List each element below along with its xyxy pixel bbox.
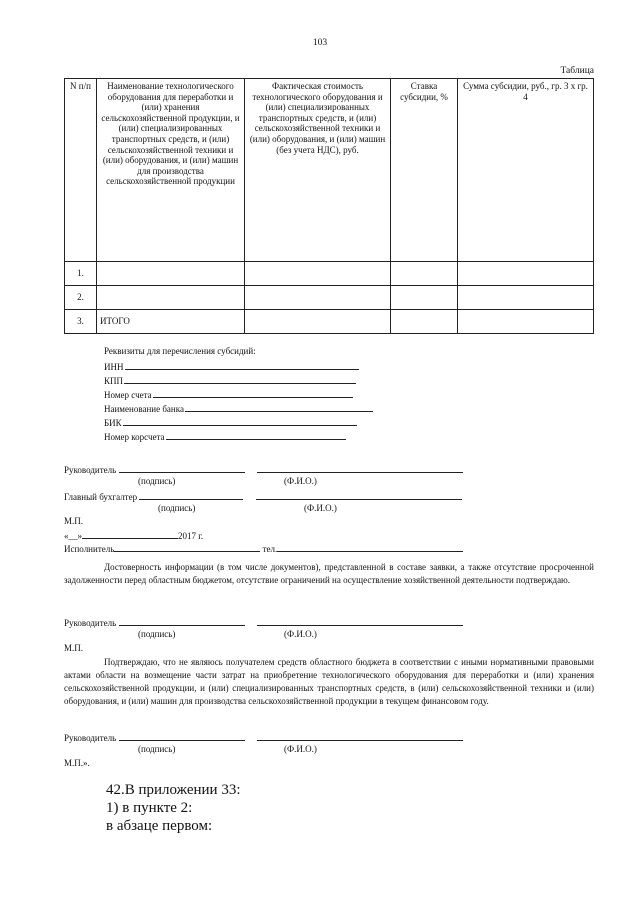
phone-line	[277, 542, 463, 552]
header-subsidy-rate: Ставка субсидии, %	[391, 79, 458, 262]
head-fio-line	[257, 616, 463, 626]
row-sum	[458, 286, 594, 310]
row-num: 1.	[65, 262, 97, 286]
table-row-total	[65, 310, 594, 334]
head-sign-line	[119, 616, 245, 626]
field-corr-account	[104, 430, 346, 442]
field-bank	[104, 402, 373, 414]
requisites-title: Реквизиты для перечисления субсидий:	[104, 346, 256, 356]
field-corr-account-label: Номер корсчета	[104, 432, 165, 442]
head-sign-line	[119, 731, 245, 741]
row-name: ИТОГО	[97, 310, 245, 334]
row-num: 2.	[65, 286, 97, 310]
sign-caption: (подпись)	[138, 744, 176, 754]
header-equipment-name: Наименование технологического оборудования для переработки и (или) хранения сельскохозяйственной продукции, и (или) специализированных транспортных средств, и (или) сельскохозяйственной техники и (или) оборудования, и (или) машин для производства сельскохозяйственной продукции	[97, 79, 245, 262]
field-bank-label: Наименование банка	[104, 404, 184, 414]
field-bik-line	[123, 416, 357, 426]
subsidy-table	[64, 78, 594, 334]
table-header-row	[65, 79, 594, 262]
field-corr-account-line	[166, 430, 346, 440]
field-kpp-label: КПП	[104, 376, 124, 386]
stamp: М.П.	[64, 516, 84, 526]
row-cost	[245, 262, 391, 286]
final-stamp: М.П.».	[64, 758, 90, 768]
row-cost	[245, 286, 391, 310]
date-row	[64, 529, 203, 541]
table-row	[65, 262, 594, 286]
sign-caption: (подпись)	[138, 629, 176, 639]
accountant-signature-row	[64, 490, 462, 502]
field-inn-label: ИНН	[104, 362, 124, 372]
row-cost	[245, 310, 391, 334]
amendment-line-1: 42.В приложении 33:	[106, 782, 241, 798]
header-actual-cost: Фактическая стоимость технологического оборудования и (или) специализированных транспортных средств, и (или) сельскохозяйственной техники и (или) оборудования, и (или) машин (без учета НДС), руб.	[245, 79, 391, 262]
head-fio-line	[257, 463, 463, 473]
header-num: N п/п	[65, 79, 97, 262]
executor-row	[64, 542, 463, 554]
page-number: 103	[312, 38, 328, 48]
table-row	[65, 286, 594, 310]
executor-line	[114, 542, 260, 552]
row-rate	[391, 262, 458, 286]
head-signature-row	[64, 463, 463, 475]
header-subsidy-sum: Сумма субсидии, руб., гр. 3 х гр. 4	[458, 79, 594, 262]
sign-caption: (подпись)	[158, 503, 196, 513]
non-recipient-paragraph: Подтверждаю, что не являюсь получателем средств областного бюджета в соответствии с иными нормативными правовыми актами области на возмещение части затрат на приобретение технологического оборудования для переработки и (или) хранения сельскохозяйственной продукции, и (или) специализированных транспортных средств, в (или) сельскохозяйственной техники и (или) оборудования, и (или) машин для производства сельскохозяйственной продукции в текущем финансовом году.	[64, 657, 594, 707]
field-inn-line	[125, 360, 359, 370]
field-account-line	[153, 388, 353, 398]
date-prefix: «__»	[64, 531, 82, 541]
field-bik-label: БИК	[104, 418, 122, 428]
row-name	[97, 286, 245, 310]
head-label: Руководитель	[64, 618, 117, 628]
accountant-label: Главный бухгалтер	[64, 492, 138, 502]
date-line	[82, 529, 178, 539]
field-account	[104, 388, 353, 400]
fio-caption: (Ф.И.О.)	[284, 476, 317, 486]
field-inn	[104, 360, 359, 372]
fio-caption: (Ф.И.О.)	[284, 629, 317, 639]
fio-caption: (Ф.И.О.)	[284, 744, 317, 754]
accountant-sign-line	[139, 490, 243, 500]
head-signature-row-3	[64, 731, 463, 743]
fio-caption: (Ф.И.О.)	[304, 503, 337, 513]
row-name	[97, 262, 245, 286]
stamp: М.П.	[64, 643, 84, 653]
executor-label: Исполнитель	[64, 544, 115, 554]
head-sign-line	[119, 463, 245, 473]
field-bank-line	[185, 402, 373, 412]
field-kpp-line	[124, 374, 356, 384]
amendment-line-2: 1) в пункте 2:	[106, 800, 193, 816]
confirmation-paragraph: Достоверность информации (в том числе документов), представленной в составе заявки, а также отсутствие просроченной задолженности перед областным бюджетом, отсутствие ограничений на осуществление хозяйственной деятельности подтверждаю.	[64, 562, 594, 586]
field-kpp	[104, 374, 356, 386]
row-rate	[391, 310, 458, 334]
sign-caption: (подпись)	[138, 476, 176, 486]
head-fio-line	[257, 731, 463, 741]
accountant-fio-line	[256, 490, 462, 500]
row-sum	[458, 310, 594, 334]
head-signature-row-2	[64, 616, 463, 628]
amendment-line-3: в абзаце первом:	[106, 818, 213, 834]
row-num: 3.	[65, 310, 97, 334]
phone-label: тел.	[262, 544, 278, 554]
field-bik	[104, 416, 357, 428]
head-label: Руководитель	[64, 733, 117, 743]
head-label: Руководитель	[64, 465, 117, 475]
field-account-label: Номер счета	[104, 390, 152, 400]
date-suffix: 2017 г.	[178, 531, 204, 541]
row-sum	[458, 262, 594, 286]
table-label: Таблица	[560, 66, 594, 76]
row-rate	[391, 286, 458, 310]
